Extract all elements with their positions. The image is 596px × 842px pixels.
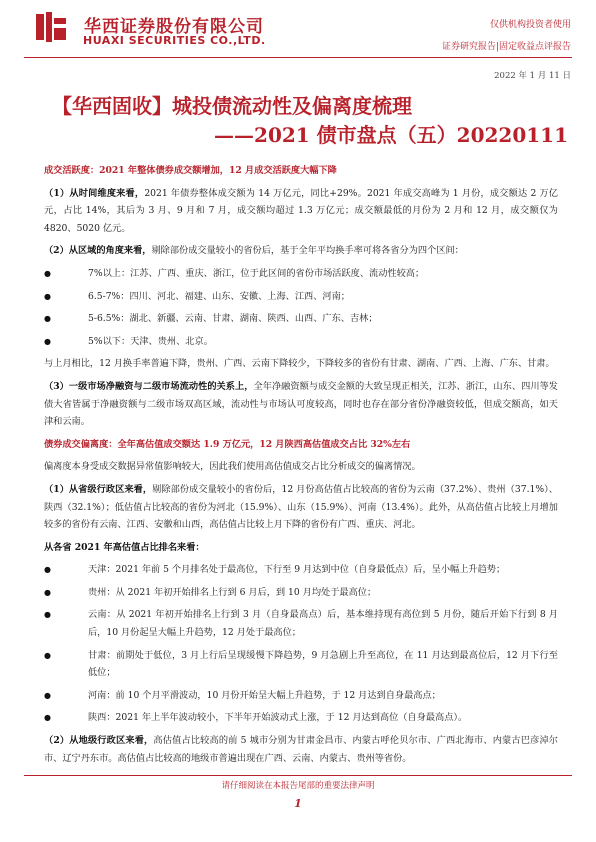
- paragraph-region-dimension: [44, 242, 558, 260]
- report-type: 证券研究报告|固定收益点评报告: [441, 42, 571, 52]
- header-divider: [24, 57, 572, 58]
- list-item: ● 云南：从 2021 年初开始排名上行到 3 月（自身最高点）后，基本维持现有高位到 5 月份，随后开始下行到 8 月后，10 月份起呈大幅上升趋势，12 月处于最高位；: [44, 606, 558, 641]
- section-heading-deviation: 债券成交偏离度：全年高估值成交额达 1.9 万亿元，12 月陕西高估值成交占比 32%左右: [44, 438, 411, 450]
- paragraph-time-dimension: [44, 185, 558, 238]
- section-heading-activity: 成交活跃度：2021 年整体债券成交额增加，12 月成交活跃度大幅下降: [44, 165, 337, 176]
- list-item: ● 5%以下：天津、贵州、北京。: [44, 333, 558, 351]
- list-item: ● 陕西：2021 年上半年波动较小，下半年开始波动式上涨，于 12 月达到高位（自身最高点）。: [44, 709, 558, 727]
- list-item: ● 7%以上：江苏、广西、重庆、浙江，位于此区间的省份市场活跃度、流动性较高；: [44, 265, 558, 283]
- paragraph-lead: （2）从区域的角度来看，: [44, 245, 152, 257]
- paragraph-ranking-intro: [44, 539, 558, 557]
- paragraph-lead: （1）从省级行政区来看，: [44, 483, 153, 495]
- list-item: ● 贵州：从 2021 年初开始排名上行到 6 月后，到 10 月均处于最高位；: [44, 584, 558, 602]
- report-subtitle: ——2021 债市盘点（五）20220111: [214, 123, 568, 147]
- report-body: [44, 162, 558, 767]
- paragraph-province-level: [44, 481, 558, 534]
- report-title: 【华西固收】城投债流动性及偏离度梳理: [52, 94, 412, 118]
- paragraph-text: 2021 年债券整体成交额为 14 万亿元，同比+29%。2021 年成交高峰为 1 月份，成交额达 2 万亿元，占比 14%，其后为 3 月、9 月和 7 月，成交额均超过 1.3 万亿元；成交额最低的月份为 2 月和 12 月，成交额仅为 4820、5020 亿元。: [44, 187, 558, 234]
- report-date: 2022 年 1 月 11 日: [494, 71, 571, 81]
- paragraph-city-level: [44, 732, 558, 767]
- paragraph-financing-liquidity: [44, 378, 558, 431]
- paragraph-text: 剔除部份成交量较小的省份后，基于全年平均换手率可将各省分为四个区间：: [151, 245, 464, 257]
- brand-name-en: HUAXI SECURITIES CO.,LTD.: [83, 34, 266, 47]
- paragraph-monthly-change: 与上月相比，12 月换手率普遍下降，贵州、广西、云南下降较少，下降较多的省份有甘肃、湖南、广西、上海、广东、甘肃。: [44, 358, 555, 370]
- list-item: ● 河南：前 10 个月平滑波动，10 月份开始呈大幅上升趋势，于 12 月达到自身最高点；: [44, 687, 558, 705]
- legal-disclaimer: 请仔细阅读在本报告尾部的重要法律声明: [221, 781, 375, 791]
- list-item: ● 6.5-7%：四川、河北、福建、山东、安徽、上海、江西、河南；: [44, 288, 558, 306]
- footer-divider: [24, 775, 572, 776]
- paragraph-text: 高估值占比较高的前 5 城市分别为甘肃金昌市、内蒙古呼伦贝尔市、广西北海市、内蒙古巴彦淖尔市、辽宁丹东市。高估值占比较高的地级市普遍出现在广西、云南、内蒙古、贵州等省份。: [44, 735, 558, 764]
- paragraph-lead: 从各省 2021 年高估值占比排名来看：: [44, 541, 205, 553]
- audience-note: 仅供机构投资者使用: [489, 20, 571, 30]
- list-item: ● 5-6.5%：湖北、新疆、云南、甘肃、湖南、陕西、山西、广东、吉林；: [44, 310, 558, 328]
- paragraph-text: 全年净融资额与成交金额的大致呈现正相关，江苏、浙江，山东、四川等发债大省皆属于净融资额与二级市场双高区域，流动性与市场认可度较高，同时也存在部分省份净融资较低，但成交额高，如天津和云南。: [44, 380, 558, 428]
- paragraph-lead: （3）一级市场净融资与二级市场流动性的关系上，: [44, 380, 254, 392]
- paragraph-lead: （1）从时间维度来看，: [44, 187, 145, 199]
- paragraph-text: 剔除部份成交量较小的省份后，12 月份高估值占比较高的省份为云南（37.2%）、贵州（37.1%）、陕西（32.1%）；低估值占比较高的省份为河北（15.9%）、山东（15.9%）、河南（13.4%）。此外，从高估值占比较上月增加较多的省份有云南、江西、安徽和山西，高估值占比较上月下降的省份有广西、重庆、河北。: [44, 483, 558, 531]
- list-item: ● 甘肃：前期处于低位，3 月上行后呈现缓慢下降趋势，9 月急剧上升至高位，在 11 月达到最高位后，12 月下行至低位；: [44, 647, 558, 682]
- brand-name-cn: 华西证券股份有限公司: [84, 17, 264, 37]
- paragraph-lead: （2）从地级行政区来看，: [44, 735, 154, 747]
- list-item: ● 天津：2021 年前 5 个月排名处于最高位，下行至 9 月达到中位（自身最低点）后，呈小幅上升趋势；: [44, 561, 558, 579]
- page-number: 1: [294, 797, 302, 810]
- huaxi-logo-icon: [36, 12, 66, 42]
- paragraph-deviation-intro: 偏离度本身受成交数据异常值影响较大，因此我们使用高估值成交占比分析成交的偏离情况。: [44, 461, 421, 473]
